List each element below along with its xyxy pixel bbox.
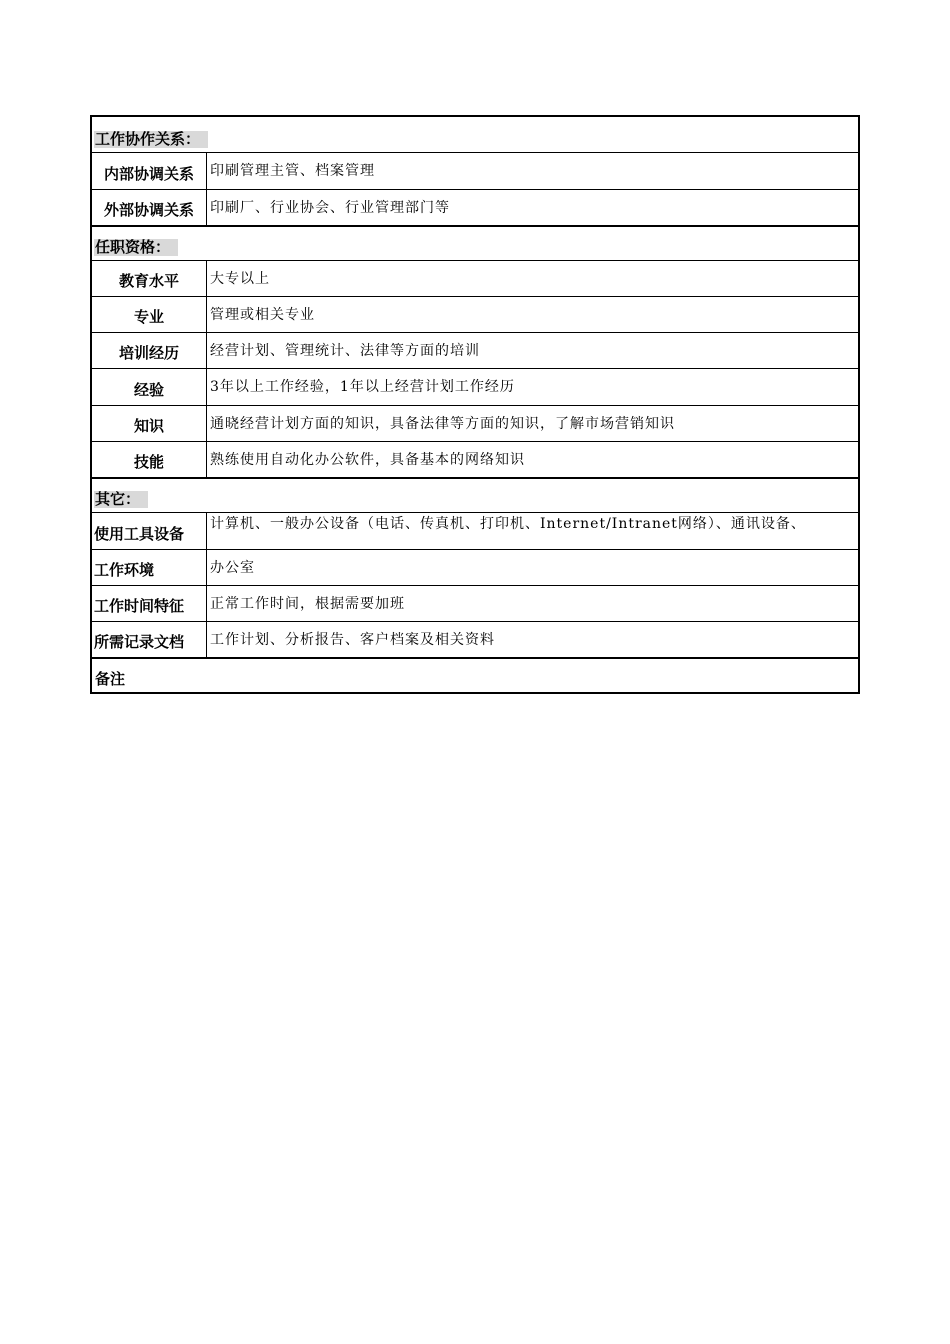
row-value: 熟练使用自动化办公软件，具备基本的网络知识 (210, 451, 525, 468)
row-value: 印刷管理主管、档案管理 (210, 163, 375, 179)
section-header-cooperation (92, 117, 858, 152)
job-description-table (90, 115, 860, 694)
table-row (92, 260, 858, 296)
table-row (92, 368, 858, 405)
row-label: 内部协调关系 (92, 153, 207, 189)
table-row (92, 296, 858, 332)
row-label: 所需记录文档 (92, 622, 207, 657)
row-value: 3年以上工作经验，1年以上经营计划工作经历 (210, 379, 515, 395)
row-label: 培训经历 (92, 333, 207, 368)
section-header-qualifications (92, 225, 858, 260)
row-label: 专业 (92, 297, 207, 332)
table-row (92, 405, 858, 441)
row-value: 经营计划、管理统计、法律等方面的培训 (210, 342, 480, 359)
row-value: 正常工作时间，根据需要加班 (210, 595, 405, 612)
row-value: 印刷厂、行业协会、行业管理部门等 (210, 199, 450, 216)
row-label: 使用工具设备 (92, 513, 207, 549)
row-label: 教育水平 (92, 261, 207, 296)
table-row (92, 585, 858, 621)
section-header-notes (92, 657, 858, 692)
table-row (92, 549, 858, 585)
row-value: 工作计划、分析报告、客户档案及相关资料 (210, 631, 495, 648)
table-row (92, 512, 858, 549)
row-value: 计算机、一般办公设备（电话、传真机、打印机、Internet/Intranet网络）、通讯设备、 (210, 516, 806, 532)
table-row (92, 332, 858, 368)
table-row (92, 152, 858, 189)
section-title-qualifications: 任职资格： (94, 239, 178, 256)
row-value: 大专以上 (210, 270, 270, 287)
section-title-notes: 备注 (95, 670, 126, 688)
row-label: 工作环境 (92, 550, 207, 585)
row-value: 通晓经营计划方面的知识，具备法律等方面的知识，了解市场营销知识 (210, 415, 675, 432)
row-label: 外部协调关系 (92, 190, 207, 225)
row-value: 管理或相关专业 (210, 306, 315, 323)
table-row (92, 189, 858, 225)
row-label: 知识 (92, 406, 207, 441)
section-title-cooperation: 工作协作关系： (94, 131, 208, 148)
table-row (92, 441, 858, 477)
row-label: 工作时间特征 (92, 586, 207, 621)
row-label: 技能 (92, 442, 207, 477)
section-header-other (92, 477, 858, 512)
section-title-other: 其它： (94, 491, 148, 508)
row-label: 经验 (92, 369, 207, 405)
table-row (92, 621, 858, 657)
row-value: 办公室 (210, 559, 255, 576)
